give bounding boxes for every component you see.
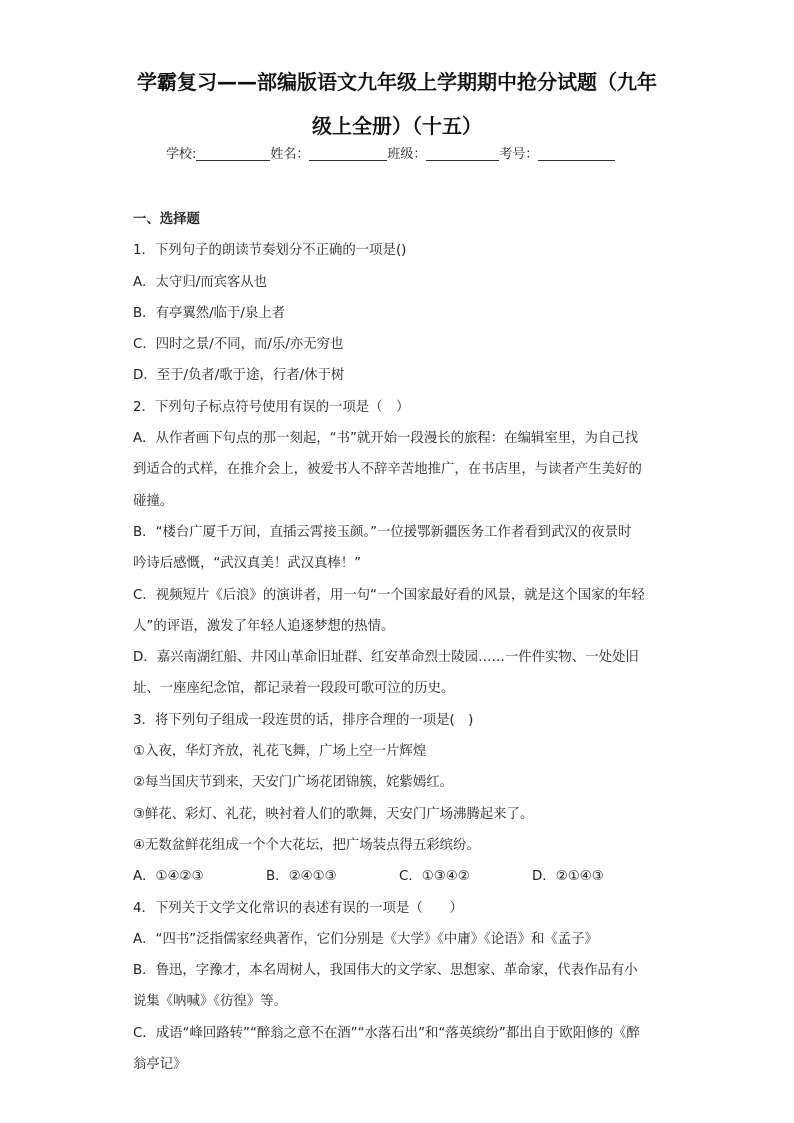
text-line: 2．下列句子标点符号使用有误的一项是（ ） [133,399,410,415]
exam-number-blank[interactable] [538,147,615,161]
text-line: A．从作者画下句点的那一刻起，“书”就开始一段漫长的旅程：在编辑室里，为自己找 [133,431,639,447]
student-info-line [166,143,615,162]
text-line: C．成语“峰回路转”“醉翁之意不在酒”“水落石出”和“落英缤纷”都出自于欧阳修的《醉 [133,1025,640,1041]
q3-option-c: C．①③④② [399,869,470,885]
text-line: 人”的评语，激发了年轻人追逐梦想的热情。 [133,618,395,634]
section-title: 一、选择题 [133,212,200,227]
document-title-line-2: 级上全册）（十五） [312,114,482,138]
school-label: 学校: [166,147,197,162]
class-blank[interactable] [426,147,499,161]
exam-number-label: 考号： [499,147,539,162]
text-line: ④无数盆鲜花组成一个个大花坛，把广场装点得五彩缤纷。 [133,837,480,853]
text-line: 说集《呐喊》《彷徨》等。 [133,994,287,1010]
text-line: 址、一座座纪念馆，都记录着一段段可歌可泣的历史。 [133,681,455,697]
text-line: ②每当国庆节到来，天安门广场花团锦簇，姹紫嫣红。 [133,775,453,791]
text-line: 翁亭记》 [133,1057,187,1073]
text-line: B．鲁迅，字豫才，本名周树人，我国伟大的文学家、思想家、革命家，代表作品有小 [133,963,638,979]
exam-content [133,204,665,1080]
text-line: 4．下列关于文学文化常识的表述有误的一项是（ ） [133,900,463,916]
text-line: B．“楼台广厦千万间，直插云霄接玉颜。”一位援鄂新疆医务工作者看到武汉的夜景时 [133,524,632,540]
text-line: D．至于/负者/歌于途，行者/休于树 [133,368,345,384]
text-line: C．视频短片《后浪》的演讲者，用一句“一个国家最好看的风景，就是这个国家的年轻 [133,587,645,603]
q3-option-b: B．②④①③ [266,869,337,885]
text-line: A．太守归/而宾客从也 [133,274,268,290]
text-line: 3．将下列句子组成一段连贯的话，排序合理的一项是( ) [133,712,474,728]
text-line: 碰撞。 [133,493,174,509]
text-line: B．有亭翼然/临于/泉上者 [133,305,286,321]
class-label: 班级： [387,147,427,162]
q3-option-d: D．②①④③ [532,869,604,885]
text-line: A．“四书”泛指儒家经典著作，它们分别是《大学》《中庸》《论语》和《孟子》 [133,931,598,947]
text-line: 1．下列句子的朗读节奏划分不正确的一项是() [133,243,407,259]
school-blank[interactable] [196,147,270,161]
text-line: ③鲜花、彩灯、礼花，映衬着人们的歌舞，天安门广场沸腾起来了。 [133,806,534,822]
document-title-line-1: 学霸复习——部编版语文九年级上学期期中抢分试题（九年 [137,70,657,94]
text-line: C．四时之景/不同，而/乐/亦无穷也 [133,337,344,353]
name-label: 姓名： [270,147,310,162]
q3-options [133,861,665,892]
text-line: 到适合的式样，在推介会上，被爱书人不辞辛苦地推广，在书店里，与读者产生美好的 [133,462,642,478]
text-line: 吟诗后感慨，“武汉真美！武汉真棒！” [133,556,362,572]
q3-option-a: A．①④②③ [133,869,204,885]
text-line: ①入夜，华灯齐放，礼花飞舞，广场上空一片辉煌 [133,744,427,760]
name-blank[interactable] [309,147,387,161]
text-line: D．嘉兴南湖红船、井冈山革命旧址群、红安革命烈士陵园……一件件实物、一处处旧 [133,650,639,666]
